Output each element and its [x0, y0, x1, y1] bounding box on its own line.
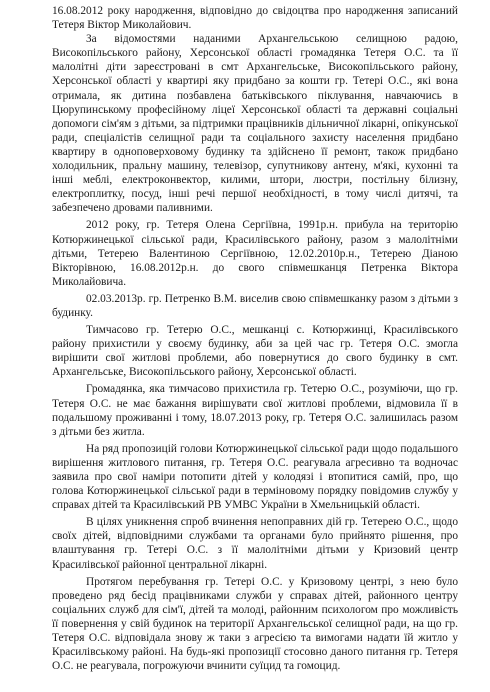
- paragraph-4: 02.03.2013р. гр. Петренко В.М. виселив свою співмешканку разом з дітьми з будинку.: [52, 292, 458, 319]
- paragraph-3: 2012 року, гр. Тетеря Олена Сергіївна, 1991р.н. прибула на територію Котюржинецької сільської ради, Красилівського району, разом з малолітніми дітьми, Тетерею Валентиною Сергіївною, 12.02.2010р.н., Тетерею Діаною Вікторівною, 16.08.2012р.н. до свого співмешканця Петренка Віктора Миколайовича.: [52, 219, 458, 288]
- paragraph-2: За відомостями наданими Архангельською селищною радою, Високопільського району, Херсонської області громадянка Тетеря О.С. та її малолітні діти зареєстровані в смт Архангельське, Високопільського району, Херсонської області у квартирі яку придбано за кошти гр. Тетері О.С., які вона отримала, як дитина позбавлена батьківського піклування, навчаючись в Цюрупинському професійному ліцеї Херсонської області та державні соціальні допомоги сім'ям з дітьми, за підтримки працівників дільничної лікарні, опікунської ради, спеціалістів селищної ради та соціального захисту населення придбано квартиру в одноповерховому будинку та здійснено її ремонт, також придбано холодильник, пральну машину, телевізор, супутникову антену, м'які, кухонні та інші меблі, електроконвектор, килими, штори, люстри, постільну білизну, електроплитку, посуд, інші речі першої необхідності, в тому числі дитячі, та забезпечено дровами паливними.: [52, 33, 458, 215]
- paragraph-6: Громадянка, яка тимчасово прихистила гр. Тетерю О.С., розуміючи, що гр. Тетеря О.С. не має бажання вирішувати свої житлові проблеми, відмовила її в подальшому проживанні і тому, 18.07.2013 року, гр. Тетеря О.С. залишилась разом з дітьми без житла.: [52, 383, 458, 438]
- paragraph-1: 16.08.2012 року народження, відповідно до свідоцтва про народження записаний Тетеря Віктор Миколайович.: [52, 5, 458, 32]
- paragraph-8: В цілях уникнення спроб вчинення непоправних дій гр. Тетерею О.С., щодо своїх дітей, відповідними службами та органами було прийнято рішення, про влаштування гр. Тетері О.С. з її малолітніми дітьми у Кризовий центр Красилівської районної центральної лікарні.: [52, 516, 458, 571]
- paragraph-7: На ряд пропозицій голови Котюржинецької сільської ради щодо подальшого вирішення житлового питання, гр. Тетеря О.С. реагувала агресивно та водночас заявила про свої наміри потопити дітей у колодязі і втопитися самій, про, що голова Котюржинецької сільської ради в терміновому порядку повідомив службу у справах дітей та Красилівський РВ УМВС України в Хмельницькій області.: [52, 442, 458, 512]
- paragraph-9: Протягом перебування гр. Тетері О.С. у Кризовому центрі, з нею було проведено ряд бесід працівниками служби у справах дітей, районного центру соціальних служб для сім'ї, дітей та молоді, районним психологом про можливість її повернення у свій будинок на території Архангельської селищної ради, на що гр. Тетеря О.С. відповідала знову ж таки з агресією та вимогами надати їй житло у Красилівському районі. На будь-які пропозиції стосовно даного питання гр. Тетеря О.С. не реагувала, погрожуючи вчинити суїцид та гомоцид.: [52, 575, 458, 673]
- paragraph-5: Тимчасово гр. Тетерю О.С., мешканці с. Котюржинці, Красилівського району прихистили у своєму будинку, аби за цей час гр. Тетеря О.С. змогла вирішити свої житлові проблеми, або повернутися до свого будинку в смт. Архангельське, Високопільського району, Херсонської області.: [52, 324, 458, 379]
